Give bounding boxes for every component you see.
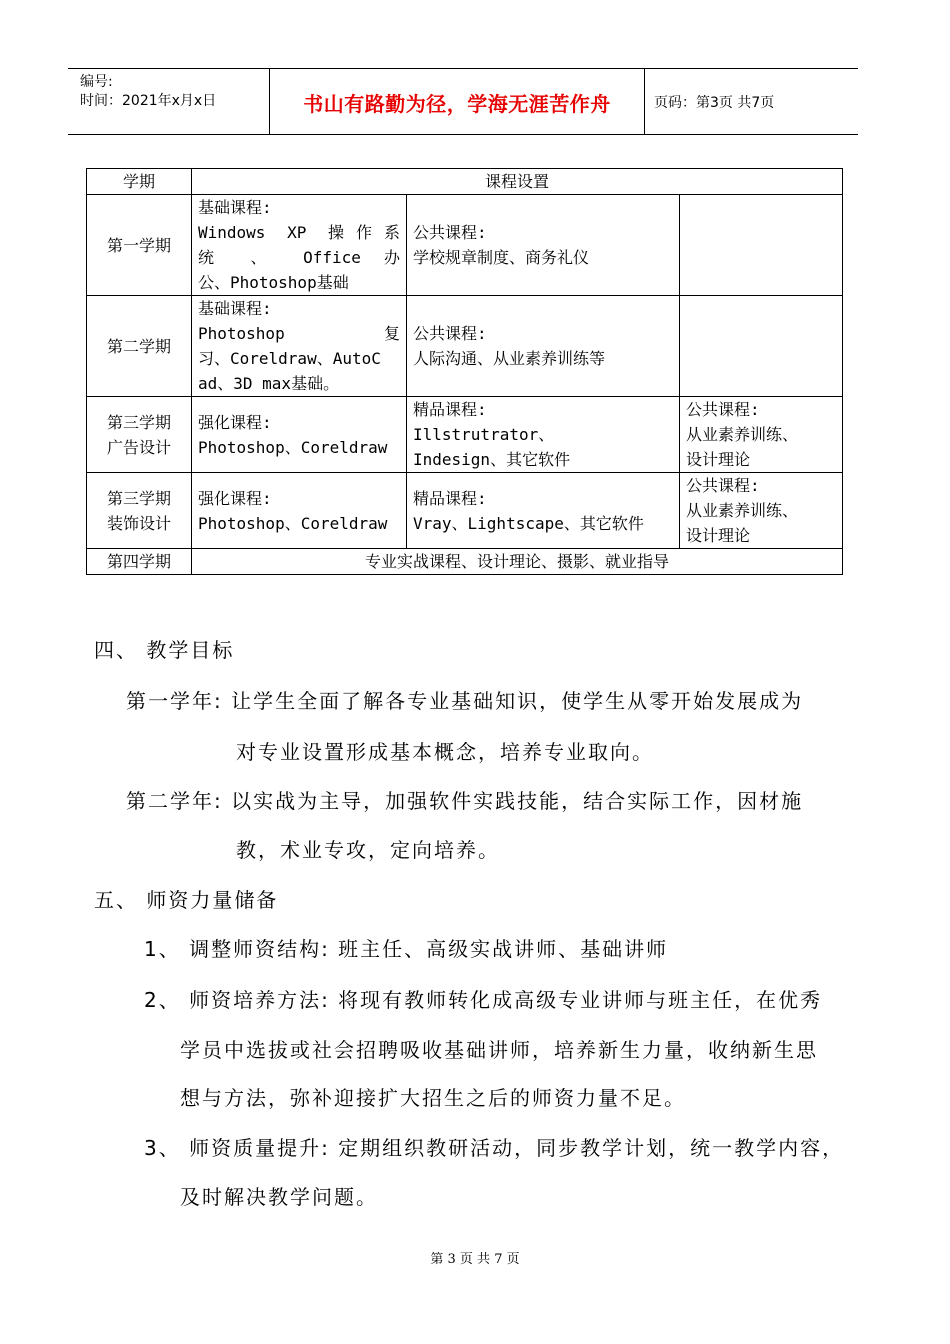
page-header	[68, 68, 858, 135]
course-cell: 强化课程: Photoshop、Coreldraw	[192, 397, 407, 473]
course-cell: 基础课程: Photoshop 复 习、Coreldraw、AutoC ad、3D max基础。	[192, 296, 407, 397]
courses-header: 课程设置	[192, 169, 843, 195]
term-cell: 第三学期 装饰设计	[87, 473, 192, 549]
section-4-para-1-line-2: 对专业设置形成基本概念，培养专业取向。	[236, 740, 654, 764]
table-header-row	[87, 169, 843, 195]
term-header: 学期	[87, 169, 192, 195]
course-cell: 专业实战课程、设计理论、摄影、就业指导	[192, 549, 843, 575]
course-table	[86, 168, 843, 575]
course-cell: 公共课程: 从业素养训练、 设计理论	[680, 473, 843, 549]
section-5-title: 五、 师资力量储备	[94, 888, 279, 912]
course-cell: 公共课程: 从业素养训练、 设计理论	[680, 397, 843, 473]
section-5-item-3-line-2: 及时解决教学问题。	[180, 1185, 378, 1209]
header-page-label: 页码：第3页 共7页	[654, 95, 775, 111]
term-cell: 第三学期 广告设计	[87, 397, 192, 473]
page-footer: 第 3 页 共 7 页	[430, 1252, 520, 1267]
section-4-para-1-line-1: 第一学年: 让学生全面了解各专业基础知识，使学生从零开始发展成为	[126, 689, 804, 713]
course-cell-empty	[680, 195, 843, 296]
course-cell-empty	[680, 296, 843, 397]
time-label: 时间：2021年x月x日	[80, 93, 217, 109]
course-cell: 基础课程: Windows XP 操作系 统 、 Office 办 公、Photoshop基础	[192, 195, 407, 296]
table-row	[87, 195, 843, 296]
section-5-item-2-line-2: 学员中选拔或社会招聘吸收基础讲师，培养新生力量，收纳新生思	[180, 1038, 818, 1062]
term-cell: 第四学期	[87, 549, 192, 575]
section-5-item-2-line-3: 想与方法，弥补迎接扩大招生之后的师资力量不足。	[180, 1086, 686, 1110]
section-4-title: 四、 教学目标	[94, 638, 235, 662]
section-5-item-1: 1、 调整师资结构: 班主任、高级实战讲师、基础讲师	[144, 937, 669, 961]
course-cell: 公共课程: 学校规章制度、商务礼仪	[407, 195, 680, 296]
course-cell: 公共课程: 人际沟通、从业素养训练等	[407, 296, 680, 397]
course-cell: 强化课程: Photoshop、Coreldraw	[192, 473, 407, 549]
table-row	[87, 296, 843, 397]
table-row	[87, 473, 843, 549]
section-5-item-3-line-1: 3、 师资质量提升: 定期组织教研活动，同步教学计划，统一教学内容，	[144, 1136, 845, 1160]
term-cell: 第二学期	[87, 296, 192, 397]
term-cell: 第一学期	[87, 195, 192, 296]
section-5-item-2-line-1: 2、 师资培养方法: 将现有教师转化成高级专业讲师与班主任，在优秀	[144, 988, 823, 1012]
table-row	[87, 397, 843, 473]
course-cell: 精品课程: Vray、Lightscape、其它软件	[407, 473, 680, 549]
header-meta	[68, 69, 270, 135]
header-motto: 书山有路勤为径，学海无涯苦作舟	[270, 69, 645, 135]
table-row	[87, 549, 843, 575]
course-cell: 精品课程: Illstrutrator、 Indesign、其它软件	[407, 397, 680, 473]
section-4-para-2-line-2: 教，术业专攻，定向培养。	[236, 838, 500, 862]
code-label: 编号:	[80, 74, 113, 90]
section-4-para-2-line-1: 第二学年: 以实战为主导，加强软件实践技能，结合实际工作，因材施	[126, 789, 804, 813]
